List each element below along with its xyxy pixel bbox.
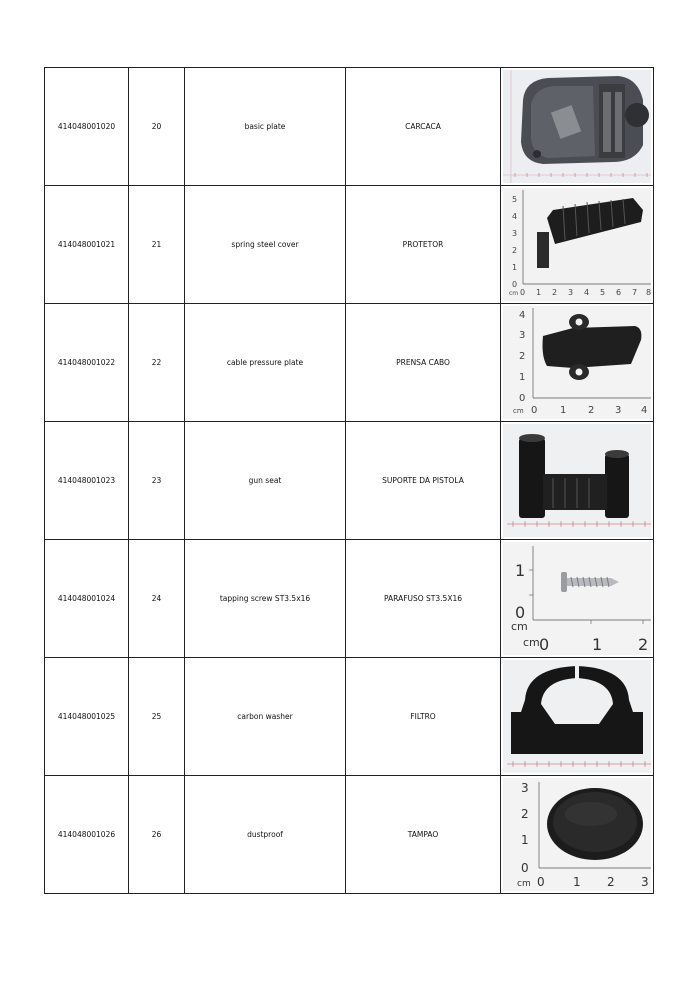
- position-number: 24: [129, 540, 185, 658]
- part-name-pt: CARCACA: [346, 68, 501, 186]
- part-code: 414048001024: [45, 540, 129, 658]
- table-row: [45, 186, 654, 304]
- svg-text:1: 1: [512, 263, 518, 272]
- svg-text:2: 2: [519, 351, 526, 362]
- table-row: [45, 68, 654, 186]
- parts-table: [44, 67, 654, 894]
- svg-text:1: 1: [521, 833, 529, 847]
- svg-text:2: 2: [512, 246, 518, 255]
- part-name-en: cable pressure plate: [185, 304, 346, 422]
- svg-text:cm: cm: [517, 879, 531, 889]
- part-name-en: spring steel cover: [185, 186, 346, 304]
- part-name-pt: PRENSA CABO: [346, 304, 501, 422]
- svg-text:0: 0: [515, 603, 526, 622]
- svg-text:4: 4: [641, 405, 648, 416]
- svg-text:4: 4: [512, 212, 518, 221]
- spring-steel-cover-photo: [503, 188, 651, 301]
- svg-text:cm: cm: [511, 620, 528, 633]
- svg-text:1: 1: [573, 875, 581, 889]
- svg-text:cm: cm: [523, 636, 540, 649]
- svg-text:0: 0: [521, 861, 529, 875]
- svg-text:3: 3: [568, 288, 574, 297]
- part-code: 414048001025: [45, 658, 129, 776]
- table-row: [45, 422, 654, 540]
- svg-text:0: 0: [512, 280, 518, 289]
- position-number: 25: [129, 658, 185, 776]
- svg-text:cm: cm: [513, 407, 524, 415]
- part-name-pt: FILTRO: [346, 658, 501, 776]
- svg-text:1: 1: [515, 561, 526, 580]
- part-name-en: tapping screw ST3.5x16: [185, 540, 346, 658]
- svg-text:5: 5: [512, 195, 518, 204]
- svg-text:4: 4: [584, 288, 590, 297]
- table-row: [45, 776, 654, 894]
- svg-text:2: 2: [607, 875, 615, 889]
- part-name-pt: SUPORTE DA PISTOLA: [346, 422, 501, 540]
- part-code: 414048001021: [45, 186, 129, 304]
- svg-text:1: 1: [560, 405, 567, 416]
- part-name-pt: PROTETOR: [346, 186, 501, 304]
- part-code: 414048001020: [45, 68, 129, 186]
- svg-text:cm: cm: [509, 290, 519, 297]
- tapping-screw-photo: [503, 542, 651, 655]
- svg-text:2: 2: [588, 405, 595, 416]
- svg-text:3: 3: [641, 875, 649, 889]
- part-name-en: gun seat: [185, 422, 346, 540]
- basic-plate-photo: [503, 70, 651, 183]
- svg-text:0: 0: [531, 405, 538, 416]
- svg-text:1: 1: [592, 635, 603, 654]
- svg-text:7: 7: [632, 288, 638, 297]
- svg-text:5: 5: [600, 288, 606, 297]
- svg-text:3: 3: [519, 330, 526, 341]
- table-row: [45, 540, 654, 658]
- part-name-en: dustproof: [185, 776, 346, 894]
- part-name-pt: PARAFUSO ST3.5X16: [346, 540, 501, 658]
- svg-text:0: 0: [519, 393, 526, 404]
- cable-pressure-plate-photo: [503, 306, 651, 419]
- part-code: 414048001026: [45, 776, 129, 894]
- part-name-en: basic plate: [185, 68, 346, 186]
- gun-seat-photo: [503, 424, 651, 537]
- position-number: 20: [129, 68, 185, 186]
- dustproof-photo: [503, 778, 651, 891]
- position-number: 21: [129, 186, 185, 304]
- svg-text:8: 8: [646, 288, 651, 297]
- position-number: 22: [129, 304, 185, 422]
- table-row: [45, 658, 654, 776]
- svg-text:0: 0: [537, 875, 545, 889]
- svg-text:3: 3: [615, 405, 622, 416]
- svg-text:2: 2: [638, 635, 649, 654]
- svg-text:0: 0: [520, 288, 526, 297]
- svg-text:6: 6: [616, 288, 622, 297]
- svg-text:2: 2: [521, 807, 529, 821]
- svg-text:1: 1: [536, 288, 542, 297]
- svg-text:2: 2: [552, 288, 558, 297]
- position-number: 23: [129, 422, 185, 540]
- svg-text:1: 1: [519, 372, 526, 383]
- position-number: 26: [129, 776, 185, 894]
- svg-text:3: 3: [521, 781, 529, 795]
- svg-text:4: 4: [519, 310, 526, 321]
- part-name-en: carbon washer: [185, 658, 346, 776]
- table-row: [45, 304, 654, 422]
- svg-text:0: 0: [539, 635, 550, 654]
- carbon-washer-photo: [503, 660, 651, 773]
- part-name-pt: TAMPAO: [346, 776, 501, 894]
- part-code: 414048001022: [45, 304, 129, 422]
- part-code: 414048001023: [45, 422, 129, 540]
- svg-text:3: 3: [512, 229, 518, 238]
